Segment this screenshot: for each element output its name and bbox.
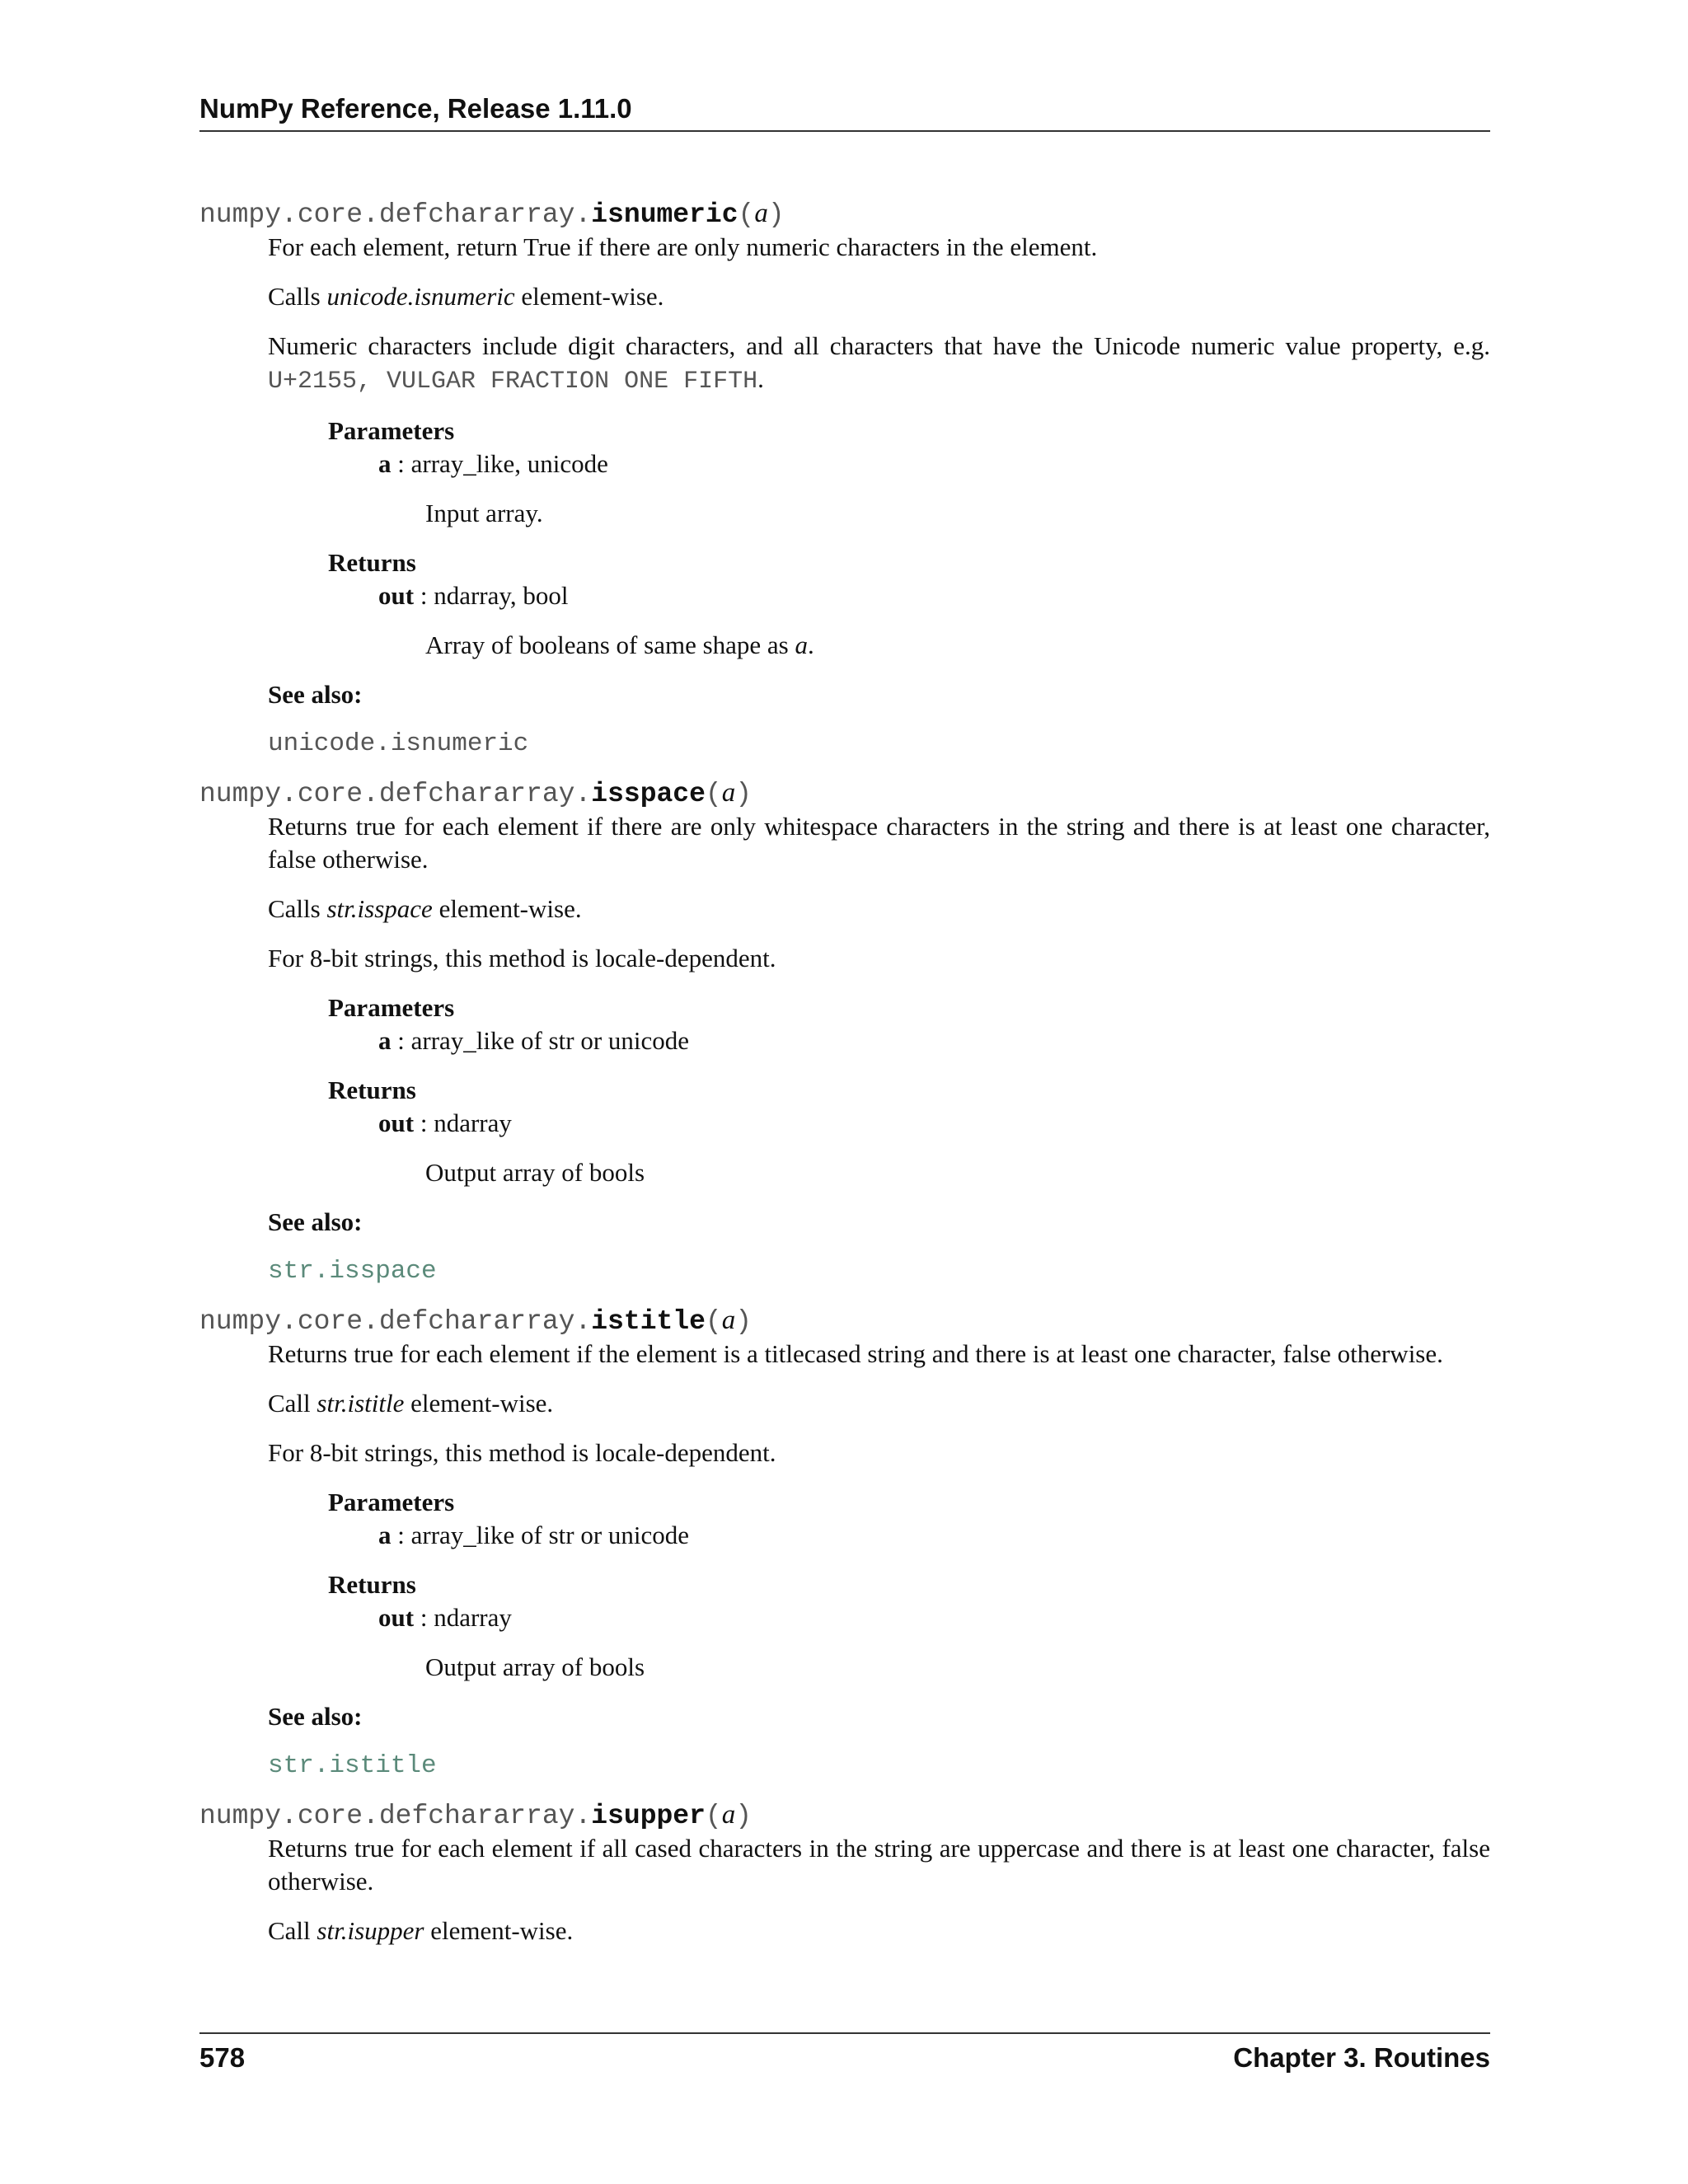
function-name: isnumeric [591,199,738,230]
field-list [328,991,1490,1189]
summary-text: For each element, return True if there are only numeric characters in the element. [268,232,1098,261]
param-type: : array_like, unicode [391,449,608,478]
calls-suffix: element-wise. [432,894,582,923]
note-code: U+2155, VULGAR FRACTION ONE FIFTH [268,368,758,396]
function-name: isspace [591,779,706,809]
module-path: numpy.core.defchararray. [199,1801,592,1831]
function-signature: numpy.core.defchararray.isupper(a) [199,1800,753,1831]
return-line [378,1601,1490,1634]
module-path: numpy.core.defchararray. [199,199,592,230]
return-desc-emphasis: a [795,630,808,659]
return-description [425,629,1490,662]
calls-text [268,280,1490,313]
see-also-heading: See also: [268,680,363,709]
page-header [199,92,1490,132]
function-signature: numpy.core.defchararray.isspace(a) [199,778,753,809]
calls-suffix: element-wise. [514,282,664,311]
function-description [268,1338,1490,1783]
function-signature: numpy.core.defchararray.istitle(a) [199,1305,753,1337]
return-name: out [378,1603,415,1632]
param-type: : array_like of str or unicode [391,1026,690,1055]
calls-func: str.istitle [316,1389,405,1418]
returns-heading: Returns [328,1076,416,1104]
calls-func: str.isspace [326,894,433,923]
returns-heading: Returns [328,548,416,577]
module-path: numpy.core.defchararray. [199,1306,592,1337]
return-line [378,579,1490,612]
calls-func: str.isupper [316,1916,424,1945]
param-type: : array_like of str or unicode [391,1521,690,1549]
parameters-heading: Parameters [328,416,455,445]
calls-text [268,1387,1490,1420]
summary-text: Returns true for each element if the element is a titlecased string and there is at least one character, false otherwise. [268,1339,1443,1368]
chapter-label: Chapter 3. Routines [1233,2042,1490,2073]
function-name: istitle [591,1306,706,1337]
function-name: isupper [591,1801,706,1831]
returns-block [328,1074,1490,1189]
return-type: : ndarray, bool [414,581,569,610]
param-line [378,448,1490,480]
function-arg: a [721,778,736,808]
return-type: : ndarray [414,1603,512,1632]
calls-text [268,893,1490,926]
page-content [199,198,1490,1964]
param-name: a [378,449,392,478]
calls-prefix: Call [268,1916,317,1945]
returns-block [328,546,1490,662]
module-path: numpy.core.defchararray. [199,779,592,809]
see-also-heading: See also: [268,1702,363,1731]
calls-prefix: Calls [268,894,327,923]
function-signature: numpy.core.defchararray.isnumeric(a) [199,199,785,230]
field-list [328,415,1490,662]
calls-text [268,1915,1490,1947]
return-description: Output array of bools [425,1652,645,1681]
note-body: Numeric characters include digit characters, and all characters that have the Unicode numeric value property, e.g. [268,331,1490,360]
calls-prefix: Call [268,1389,317,1418]
function-description [268,1832,1490,1947]
function-entry-isupper [199,1799,1490,1947]
function-entry-istitle [199,1305,1490,1783]
return-name: out [378,581,415,610]
summary-text: Returns true for each element if there are only whitespace characters in the string and there is at least one character, false otherwise. [268,812,1490,874]
calls-suffix: element-wise. [404,1389,554,1418]
summary-text: Returns true for each element if all cased characters in the string are uppercase and there is at least one character, false otherwise. [268,1834,1490,1896]
calls-suffix: element-wise. [424,1916,574,1945]
returns-block [328,1568,1490,1684]
function-description [268,810,1490,1288]
parameters-block [328,415,1490,530]
param-name: a [378,1521,392,1549]
param-name: a [378,1026,392,1055]
function-arg: a [721,1800,736,1830]
function-description [268,231,1490,761]
field-list [328,1486,1490,1684]
function-entry-isspace [199,777,1490,1288]
return-desc-text: Array of booleans of same shape as [425,630,795,659]
return-type: : ndarray [414,1108,512,1137]
parameters-heading: Parameters [328,1488,455,1516]
param-line [378,1024,1490,1057]
function-arg: a [754,199,768,228]
page-footer [199,2032,1490,2074]
note-text: For 8-bit strings, this method is locale-dependent. [268,944,776,972]
param-description: Input array. [425,499,543,527]
note-end: . [757,364,764,393]
parameters-block [328,991,1490,1057]
parameters-block [328,1486,1490,1552]
param-line [378,1519,1490,1552]
function-arg: a [721,1305,736,1335]
returns-heading: Returns [328,1570,416,1599]
calls-func: unicode.isnumeric [326,282,515,311]
return-line [378,1107,1490,1140]
function-entry-isnumeric [199,198,1490,761]
return-name: out [378,1108,415,1137]
note-text [268,330,1490,398]
see-also-heading: See also: [268,1207,363,1236]
see-also-link[interactable]: str.istitle [268,1751,437,1780]
parameters-heading: Parameters [328,993,455,1022]
header-title: NumPy Reference, Release 1.11.0 [199,93,632,124]
see-also-item: unicode.isnumeric [268,729,529,758]
return-desc-end: . [808,630,814,659]
note-text: For 8-bit strings, this method is locale-dependent. [268,1438,776,1467]
return-description: Output array of bools [425,1158,645,1187]
page-number: 578 [199,2042,246,2073]
calls-prefix: Calls [268,282,327,311]
see-also-link[interactable]: str.isspace [268,1257,437,1286]
